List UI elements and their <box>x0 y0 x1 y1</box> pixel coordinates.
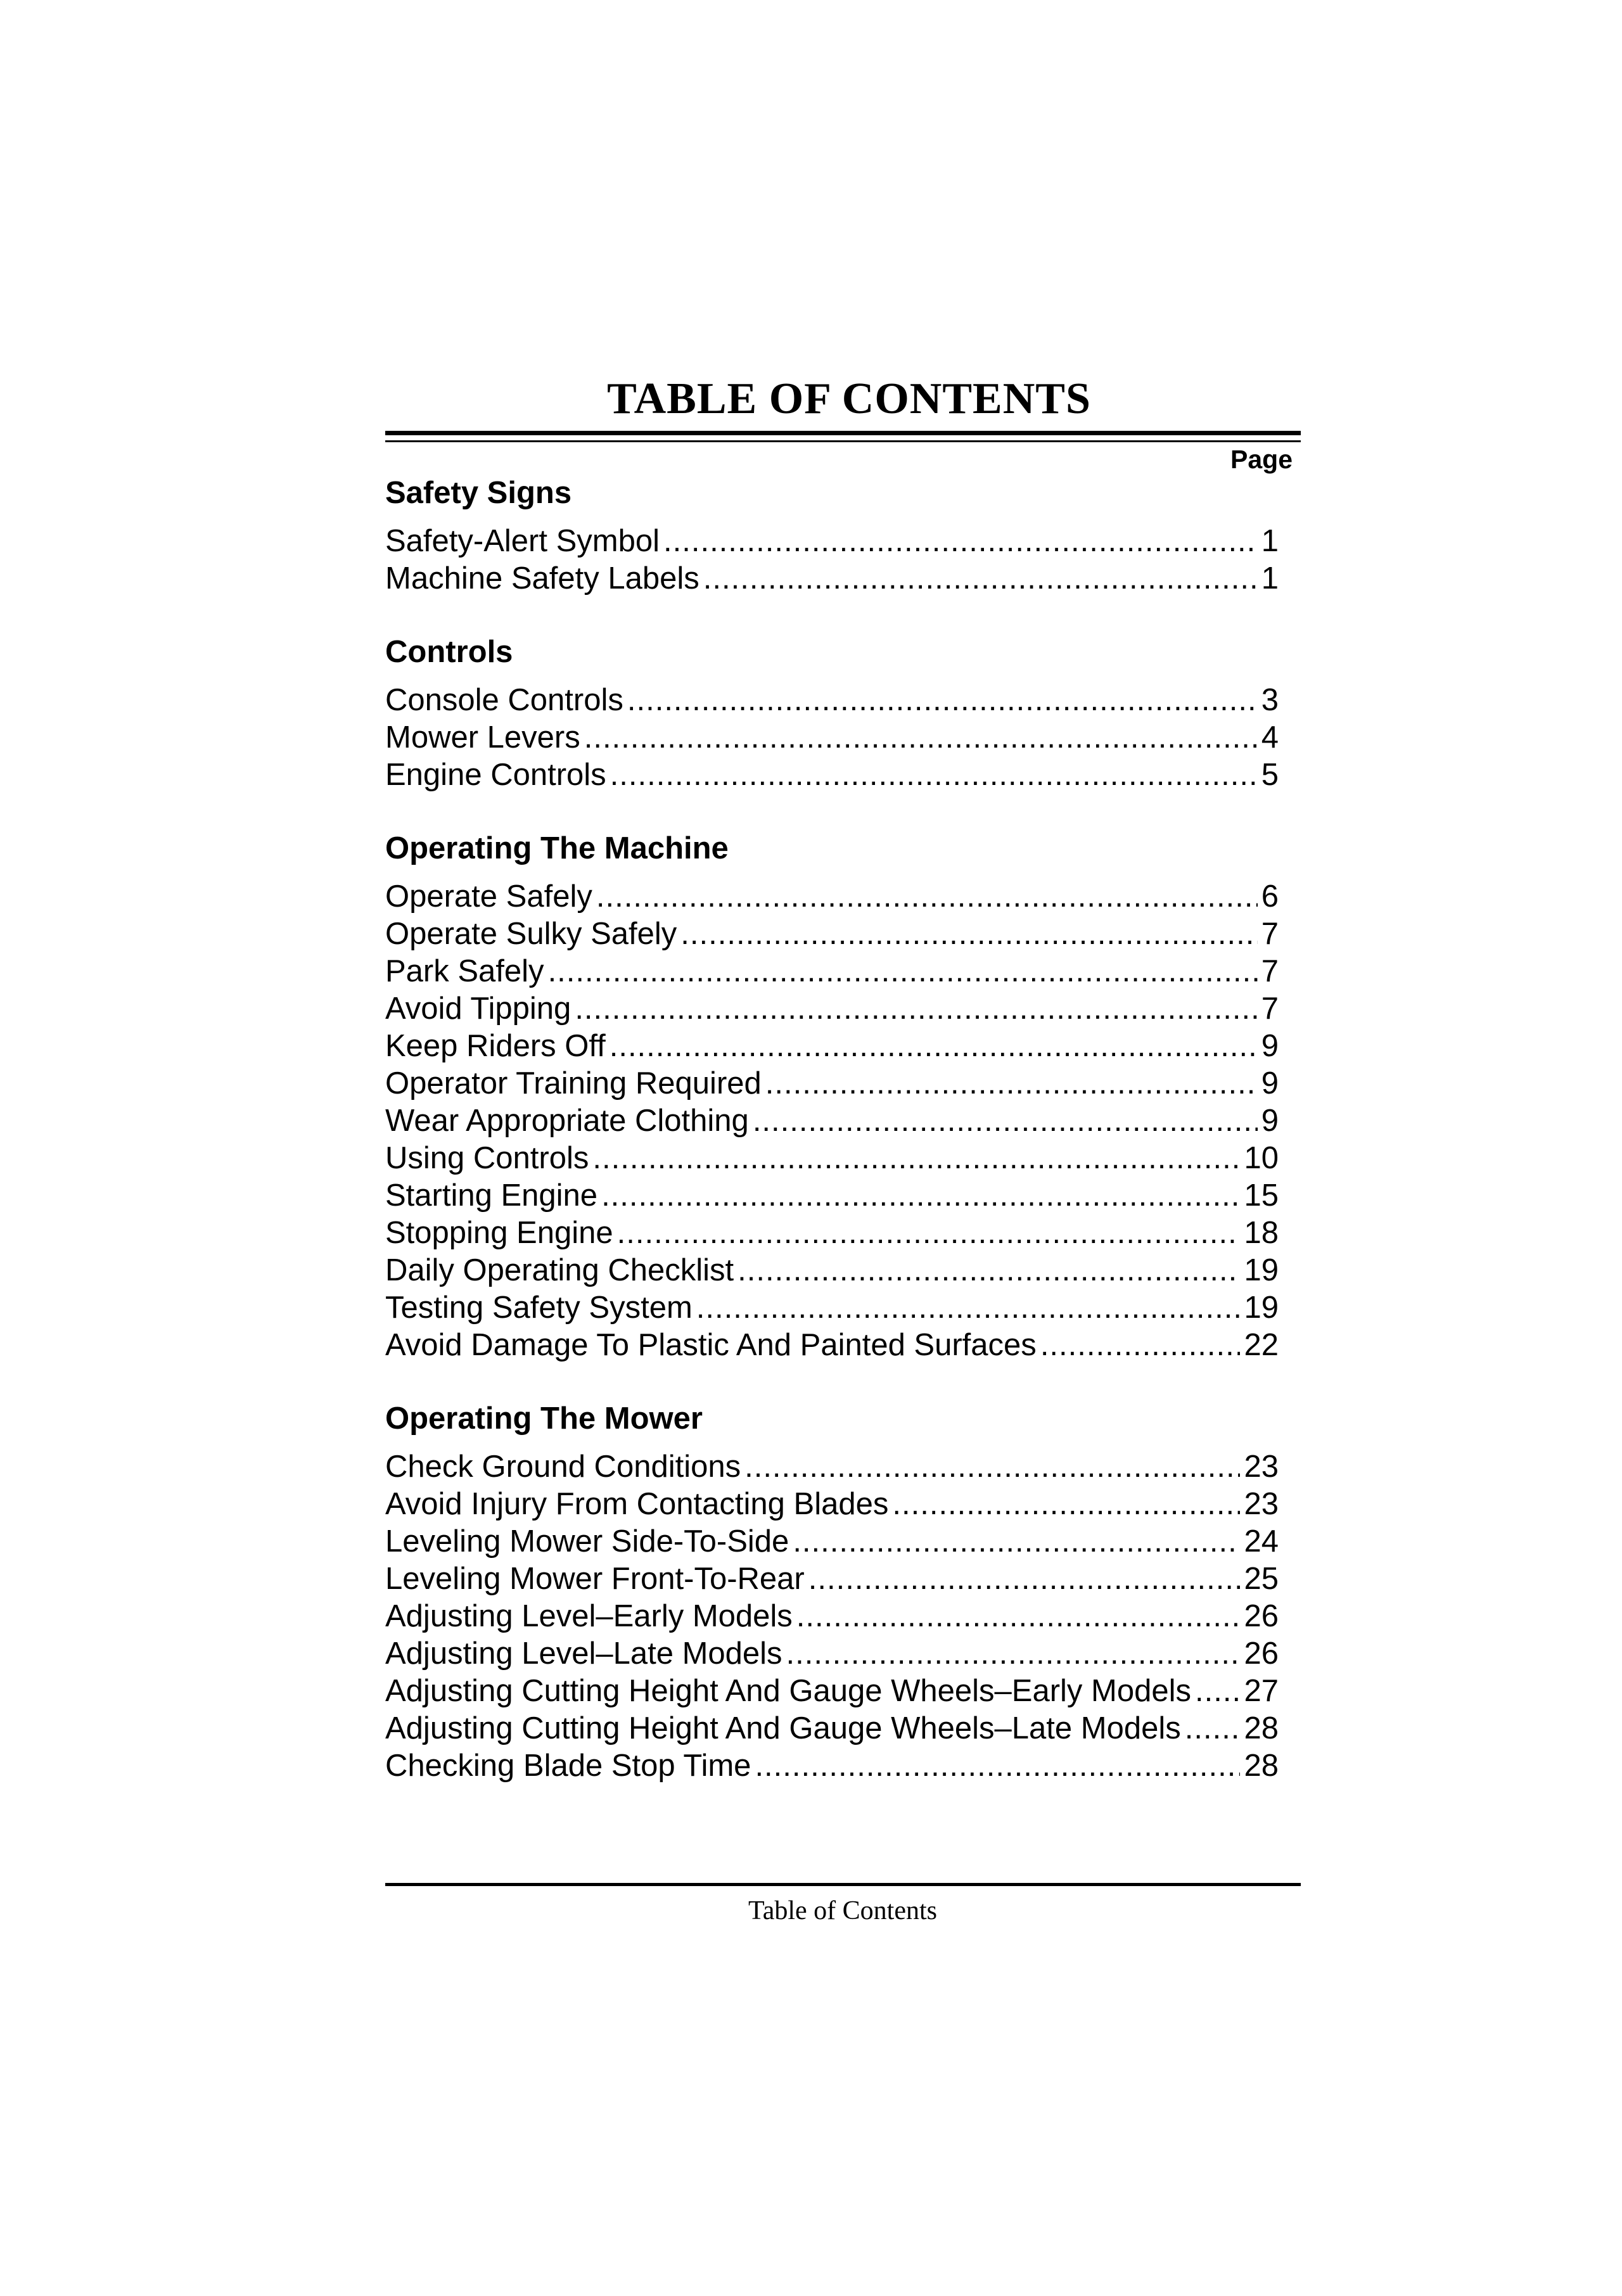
entry-title: Using Controls <box>385 1141 589 1175</box>
dot-leader <box>1195 1673 1240 1710</box>
entry-page-number: 23 <box>1244 1450 1279 1484</box>
section-heading: Safety Signs <box>385 476 572 510</box>
toc-entry[interactable] <box>385 560 1279 597</box>
entry-title: Keep Riders Off <box>385 1029 606 1063</box>
entry-page-number: 9 <box>1261 1066 1279 1100</box>
entry-page-number: 28 <box>1244 1749 1279 1783</box>
dot-leader <box>744 1448 1240 1486</box>
section-heading: Controls <box>385 635 513 669</box>
toc-entry[interactable] <box>385 1747 1279 1785</box>
entry-title: Daily Operating Checklist <box>385 1253 734 1287</box>
entry-title: Mower Levers <box>385 720 580 755</box>
toc-entry[interactable] <box>385 523 1279 560</box>
entry-title: Checking Blade Stop Time <box>385 1749 751 1783</box>
entry-page-number: 19 <box>1244 1253 1279 1287</box>
dot-leader <box>584 719 1258 756</box>
entry-title: Leveling Mower Side-To-Side <box>385 1524 789 1559</box>
dot-leader <box>627 682 1258 719</box>
title-rule-thick <box>385 431 1301 435</box>
toc-entry[interactable] <box>385 1486 1279 1523</box>
toc-entry[interactable] <box>385 756 1279 794</box>
entry-page-number: 7 <box>1261 992 1279 1026</box>
entry-page-number: 7 <box>1261 917 1279 951</box>
dot-leader <box>765 1065 1258 1102</box>
entry-title: Stopping Engine <box>385 1216 613 1250</box>
dot-leader <box>575 990 1257 1028</box>
entry-page-number: 18 <box>1244 1216 1279 1250</box>
entry-page-number: 4 <box>1261 720 1279 755</box>
toc-entry[interactable] <box>385 1710 1279 1747</box>
entry-title: Testing Safety System <box>385 1291 693 1325</box>
entry-page-number: 1 <box>1261 524 1279 558</box>
footer-text: Table of Contents <box>748 1896 937 1925</box>
dot-leader <box>680 915 1257 953</box>
toc-entry[interactable] <box>385 1327 1279 1364</box>
dot-leader <box>610 1028 1258 1065</box>
dot-leader <box>617 1215 1241 1252</box>
dot-leader <box>892 1486 1240 1523</box>
dot-leader <box>548 953 1258 990</box>
dot-leader <box>610 756 1258 794</box>
entry-title: Starting Engine <box>385 1178 598 1213</box>
entry-title: Wear Appropriate Clothing <box>385 1104 749 1138</box>
entry-page-number: 15 <box>1244 1178 1279 1213</box>
page-column-label: Page <box>1230 445 1293 474</box>
entry-page-number: 26 <box>1244 1636 1279 1671</box>
section-heading: Operating The Machine <box>385 831 729 865</box>
entry-page-number: 9 <box>1261 1104 1279 1138</box>
dot-leader <box>753 1102 1258 1140</box>
entry-title: Machine Safety Labels <box>385 561 699 596</box>
dot-leader <box>601 1177 1240 1215</box>
toc-entry[interactable] <box>385 719 1279 756</box>
entry-page-number: 19 <box>1244 1291 1279 1325</box>
toc-entry[interactable] <box>385 990 1279 1028</box>
dot-leader <box>1040 1327 1241 1364</box>
entry-title: Operator Training Required <box>385 1066 762 1100</box>
footer-rule <box>385 1883 1301 1886</box>
entry-page-number: 1 <box>1261 561 1279 596</box>
dot-leader <box>786 1635 1241 1673</box>
toc-entry[interactable] <box>385 953 1279 990</box>
toc-entry[interactable] <box>385 1523 1279 1560</box>
dot-leader <box>793 1523 1240 1560</box>
dot-leader <box>738 1252 1240 1289</box>
entry-page-number: 27 <box>1244 1674 1279 1708</box>
entry-page-number: 3 <box>1261 683 1279 717</box>
entry-page-number: 22 <box>1244 1328 1279 1362</box>
section-heading: Operating The Mower <box>385 1401 703 1436</box>
toc-section <box>385 1400 1279 1785</box>
toc-entry[interactable] <box>385 1140 1279 1177</box>
dot-leader <box>808 1560 1241 1598</box>
entry-page-number: 9 <box>1261 1029 1279 1063</box>
dot-leader <box>592 1140 1240 1177</box>
dot-leader <box>796 1598 1241 1635</box>
entry-title: Adjusting Level–Late Models <box>385 1636 782 1671</box>
entry-title: Avoid Damage To Plastic And Painted Surfaces <box>385 1328 1037 1362</box>
entry-page-number: 5 <box>1261 758 1279 792</box>
page-title: TABLE OF CONTENTS <box>607 374 1091 423</box>
toc-section <box>385 633 1279 794</box>
entry-title: Park Safely <box>385 954 544 988</box>
toc-entry[interactable] <box>385 1065 1279 1102</box>
entry-page-number: 23 <box>1244 1487 1279 1521</box>
toc-section <box>385 474 1279 597</box>
toc-entry[interactable] <box>385 1102 1279 1140</box>
toc-entry[interactable] <box>385 1289 1279 1327</box>
entry-page-number: 10 <box>1244 1141 1279 1175</box>
entry-title: Adjusting Cutting Height And Gauge Wheels–Early Models <box>385 1674 1191 1708</box>
toc-entry[interactable] <box>385 1028 1279 1065</box>
toc-entry[interactable] <box>385 1448 1279 1486</box>
entry-page-number: 25 <box>1244 1562 1279 1596</box>
toc-entry[interactable] <box>385 682 1279 719</box>
dot-leader <box>596 878 1258 915</box>
toc-entry[interactable] <box>385 1598 1279 1635</box>
toc-entry[interactable] <box>385 1673 1279 1710</box>
toc-body <box>385 474 1279 1785</box>
toc-entry[interactable] <box>385 915 1279 953</box>
toc-entry[interactable] <box>385 878 1279 915</box>
entry-title: Console Controls <box>385 683 623 717</box>
entry-title: Check Ground Conditions <box>385 1450 741 1484</box>
dot-leader <box>663 523 1258 560</box>
toc-entry[interactable] <box>385 1252 1279 1289</box>
toc-entry[interactable] <box>385 1215 1279 1252</box>
dot-leader <box>755 1747 1240 1785</box>
entry-page-number: 24 <box>1244 1524 1279 1559</box>
entry-title: Avoid Tipping <box>385 992 572 1026</box>
entry-title: Operate Safely <box>385 879 592 914</box>
entry-title: Leveling Mower Front-To-Rear <box>385 1562 805 1596</box>
entry-title: Safety-Alert Symbol <box>385 524 660 558</box>
entry-title: Engine Controls <box>385 758 606 792</box>
toc-section <box>385 829 1279 1364</box>
entry-page-number: 26 <box>1244 1599 1279 1633</box>
entry-page-number: 6 <box>1261 879 1279 914</box>
entry-title: Adjusting Cutting Height And Gauge Wheels–Late Models <box>385 1711 1181 1745</box>
toc-entry[interactable] <box>385 1177 1279 1215</box>
dot-leader <box>703 560 1258 597</box>
entry-title: Adjusting Level–Early Models <box>385 1599 793 1633</box>
dot-leader <box>696 1289 1241 1327</box>
entry-page-number: 7 <box>1261 954 1279 988</box>
toc-entry[interactable] <box>385 1560 1279 1598</box>
entry-title: Avoid Injury From Contacting Blades <box>385 1487 889 1521</box>
title-rule-thin <box>385 440 1301 442</box>
toc-entry[interactable] <box>385 1635 1279 1673</box>
dot-leader <box>1185 1710 1241 1747</box>
entry-page-number: 28 <box>1244 1711 1279 1745</box>
entry-title: Operate Sulky Safely <box>385 917 677 951</box>
